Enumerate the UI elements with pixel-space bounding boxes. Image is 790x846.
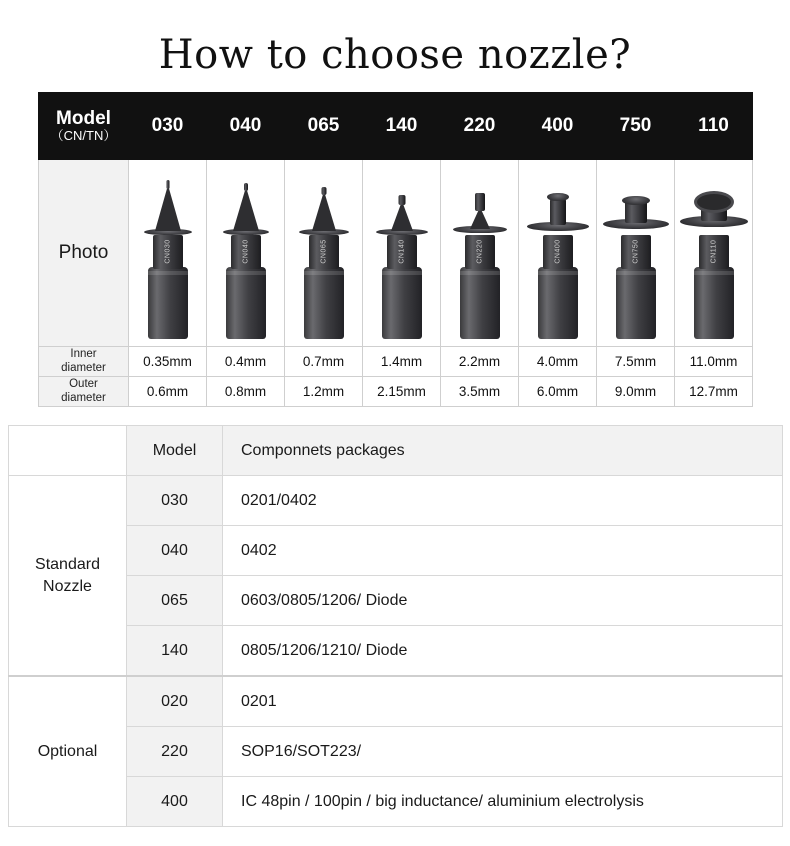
table-row — [9, 476, 783, 526]
nozzle-icon-400 — [519, 163, 597, 339]
outer-065: 1.2mm — [285, 377, 363, 407]
package-model-020: 020 — [127, 676, 223, 727]
table-row — [9, 676, 783, 727]
outer-400: 6.0mm — [519, 377, 597, 407]
nozzle-code-140: CN140 — [398, 238, 406, 264]
nozzle-code-040: CN040 — [242, 238, 250, 264]
package-header-row — [9, 426, 783, 476]
outer-diameter-label-l2: diameter — [61, 391, 106, 404]
model-col-400: 400 — [519, 93, 597, 160]
inner-diameter-label — [39, 347, 129, 377]
package-list-040: 0402 — [223, 526, 783, 576]
nozzle-code-750: CN750 — [632, 238, 640, 264]
group-optional-l1: Optional — [37, 742, 98, 760]
nozzle-photo-750 — [597, 160, 675, 347]
nozzle-code-220: CN220 — [476, 238, 484, 264]
model-header-cell — [39, 93, 129, 160]
component-package-table — [8, 425, 783, 827]
nozzle-code-110: CN110 — [710, 239, 718, 263]
package-model-030: 030 — [127, 476, 223, 526]
nozzle-icon-220 — [441, 163, 519, 339]
package-list-400: IC 48pin / 100pin / big inductance/ aluminium electrolysis — [223, 777, 783, 827]
group-standard-nozzle-l2: Nozzle — [43, 577, 92, 595]
outer-diameter-label-l1: Outer — [69, 378, 98, 391]
nozzle-photo-220 — [441, 160, 519, 347]
nozzle-code-065: CN065 — [320, 238, 328, 264]
package-header-packages: Componnets packages — [223, 426, 783, 476]
nozzle-photo-065 — [285, 160, 363, 347]
photo-row-label: Photo — [39, 160, 129, 347]
nozzle-photo-400 — [519, 160, 597, 347]
inner-030: 0.35mm — [129, 347, 207, 377]
nozzle-photo-040 — [207, 160, 285, 347]
outer-140: 2.15mm — [363, 377, 441, 407]
inner-110: 11.0mm — [675, 347, 753, 377]
package-model-400: 400 — [127, 777, 223, 827]
package-list-220: SOP16/SOT223/ — [223, 727, 783, 777]
model-col-220: 220 — [441, 93, 519, 160]
nozzle-code-400: CN400 — [554, 238, 562, 264]
model-col-750: 750 — [597, 93, 675, 160]
model-header-sublabel: （CN/TN） — [50, 128, 117, 144]
package-list-065: 0603/0805/1206/ Diode — [223, 576, 783, 626]
spec-header-row — [39, 93, 753, 160]
package-list-030: 0201/0402 — [223, 476, 783, 526]
package-list-020: 0201 — [223, 676, 783, 727]
nozzle-code-030: CN030 — [164, 238, 172, 264]
outer-750: 9.0mm — [597, 377, 675, 407]
group-optional — [9, 676, 127, 827]
package-header-blank — [9, 426, 127, 476]
outer-220: 3.5mm — [441, 377, 519, 407]
inner-065: 0.7mm — [285, 347, 363, 377]
nozzle-photo-140 — [363, 160, 441, 347]
model-col-110: 110 — [675, 93, 753, 160]
outer-030: 0.6mm — [129, 377, 207, 407]
model-header-label: Model — [56, 107, 111, 129]
nozzle-photo-030 — [129, 160, 207, 347]
outer-diameter-label — [39, 377, 129, 407]
inner-140: 1.4mm — [363, 347, 441, 377]
nozzle-icon-140 — [363, 163, 441, 339]
package-model-065: 065 — [127, 576, 223, 626]
spec-photo-row — [39, 160, 753, 347]
inner-040: 0.4mm — [207, 347, 285, 377]
outer-110: 12.7mm — [675, 377, 753, 407]
package-model-140: 140 — [127, 626, 223, 677]
nozzle-icon-040 — [207, 163, 285, 339]
inner-400: 4.0mm — [519, 347, 597, 377]
page-title: How to choose nozzle? — [158, 32, 632, 78]
model-col-065: 065 — [285, 93, 363, 160]
nozzle-icon-750 — [597, 163, 675, 339]
package-header-model: Model — [127, 426, 223, 476]
inner-750: 7.5mm — [597, 347, 675, 377]
nozzle-photo-110 — [675, 160, 753, 347]
model-col-040: 040 — [207, 93, 285, 160]
model-col-030: 030 — [129, 93, 207, 160]
model-col-140: 140 — [363, 93, 441, 160]
inner-diameter-label-l1: Inner — [70, 348, 97, 361]
nozzle-icon-030 — [129, 163, 207, 339]
spec-inner-row — [39, 347, 753, 377]
package-model-040: 040 — [127, 526, 223, 576]
outer-040: 0.8mm — [207, 377, 285, 407]
spec-outer-row — [39, 377, 753, 407]
inner-diameter-label-l2: diameter — [61, 361, 106, 374]
package-list-140: 0805/1206/1210/ Diode — [223, 626, 783, 677]
inner-220: 2.2mm — [441, 347, 519, 377]
nozzle-icon-110 — [675, 163, 753, 339]
group-standard-nozzle-l1: Standard — [35, 555, 100, 573]
package-model-220: 220 — [127, 727, 223, 777]
nozzle-icon-065 — [285, 163, 363, 339]
group-standard-nozzle — [9, 476, 127, 677]
nozzle-spec-table — [38, 92, 753, 407]
